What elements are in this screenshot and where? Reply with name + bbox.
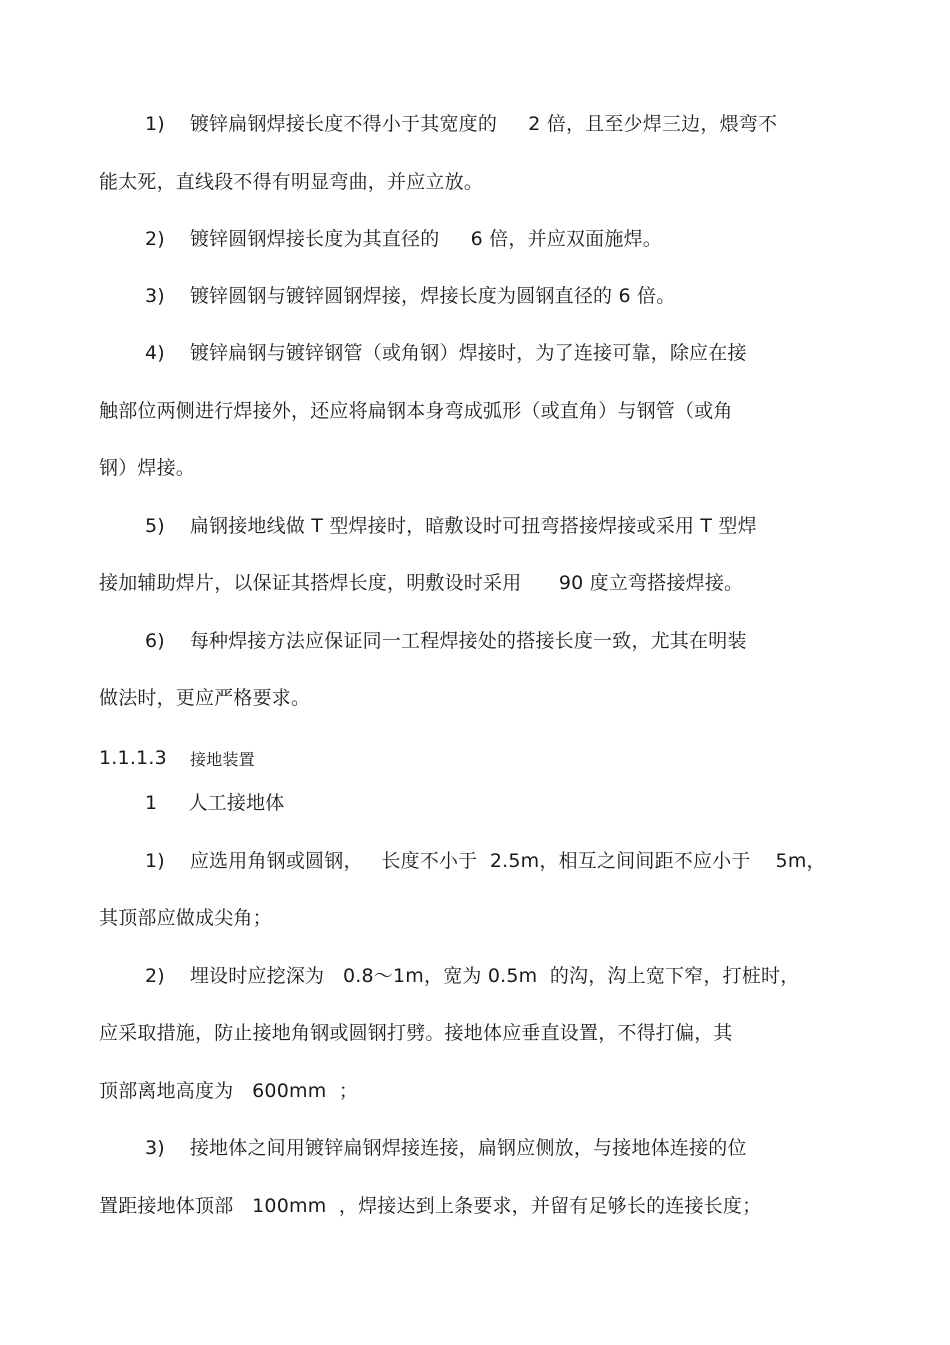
point-3-line-2: 置距接地体顶部 100mm ，焊接达到上条要求，并留有足够长的连接长度； xyxy=(99,1195,762,1217)
point-2-line-3: 顶部离地高度为 600mm ； xyxy=(99,1080,359,1102)
item-6-line-1: 6) 每种焊接方法应保证同一工程焊接处的搭接长度一致，尤其在明装 xyxy=(145,630,747,652)
item-2-line-1: 2) 镀锌圆钢焊接长度为其直径的 6 倍，并应双面施焊。 xyxy=(145,228,662,250)
section-number: 1.1.1.3 xyxy=(99,747,167,769)
section-title: 接地装置 xyxy=(190,750,255,769)
item-5-line-2: 接加辅助焊片，以保证其搭焊长度，明敷设时采用 90 度立弯搭接焊接。 xyxy=(99,572,744,594)
point-2-line-2: 应采取措施，防止接地角钢或圆钢打劈。接地体应垂直设置，不得打偏，其 xyxy=(99,1022,733,1044)
item-5-line-1: 5) 扁钢接地线做 T 型焊接时，暗敷设时可扭弯搭接焊接或采用 T 型焊 xyxy=(145,515,757,537)
item-4-line-1: 4) 镀锌扁钢与镀锌钢管（或角钢）焊接时，为了连接可靠，除应在接 xyxy=(145,342,747,364)
point-1-line-1: 1) 应选用角钢或圆钢， 长度不小于 2.5m，相互之间间距不应小于 5m， xyxy=(145,850,826,872)
item-3-line-1: 3) 镀锌圆钢与镀锌圆钢焊接，焊接长度为圆钢直径的 6 倍。 xyxy=(145,285,676,307)
point-1-line-2: 其顶部应做成尖角； xyxy=(99,907,272,929)
subsection-title: 1 人工接地体 xyxy=(145,792,285,814)
item-6-line-2: 做法时，更应严格要求。 xyxy=(99,687,311,709)
point-3-line-1: 3) 接地体之间用镀锌扁钢焊接连接，扁钢应侧放，与接地体连接的位 xyxy=(145,1137,747,1159)
point-2-line-1: 2) 埋设时应挖深为 0.8～1m，宽为 0.5m 的沟，沟上宽下窄，打桩时， xyxy=(145,965,800,987)
item-4-line-2: 触部位两侧进行焊接外，还应将扁钢本身弯成弧形（或直角）与钢管（或角 xyxy=(99,400,733,422)
item-4-line-3: 钢）焊接。 xyxy=(99,457,196,479)
item-1-line-1: 1) 镀锌扁钢焊接长度不得小于其宽度的 2 倍，且至少焊三边，煨弯不 xyxy=(145,113,778,135)
item-1-line-2: 能太死，直线段不得有明显弯曲，并应立放。 xyxy=(99,171,484,193)
